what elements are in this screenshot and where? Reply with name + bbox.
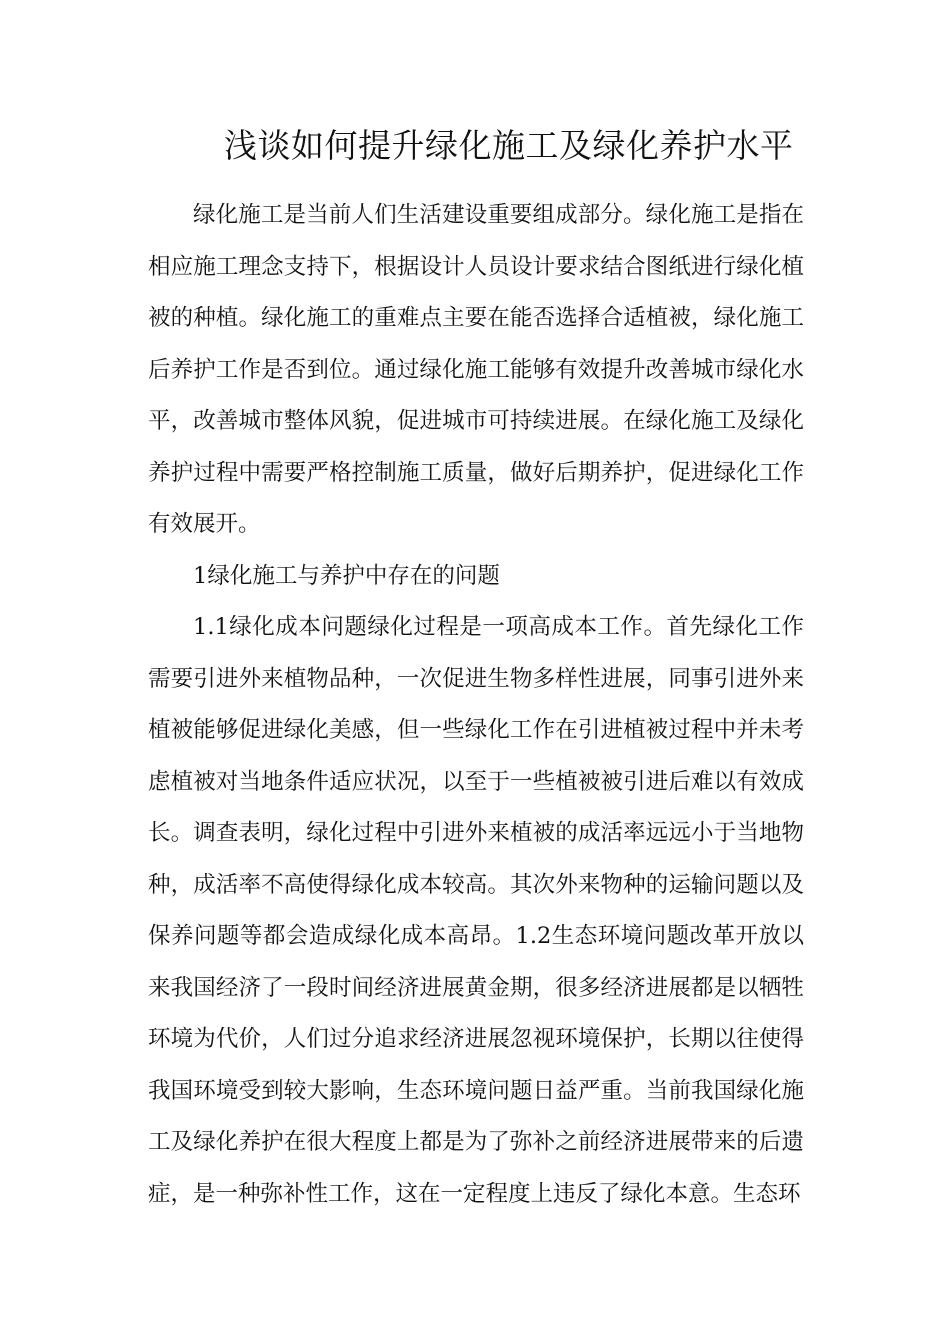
section-heading-1: 1绿化施工与养护中存在的问题 (193, 562, 500, 589)
paragraph-section-1-1: 1.1绿化成本问题绿化过程是一项高成本工作。首先绿化工作需要引进外来植物品种，一次促进生物多样性进展，同事引进外来植被能够促进绿化美感，但一些绿化工作在引进植被过程中并未考虑植被对当地条件适应状况，以至于一些植被被引进后难以有效成长。调查表明，绿化过程中引进外来植被的成活率远远小于当地物种，成活率不高使得绿化成本较高。其次外来物种的运输问题以及保养问题等都会造成绿化成本高昂。1.2生态环境问题改革开放以来我国经济了一段时间经济进展黄金期，很多经济进展都是以牺牲环境为代价，人们过分追求经济进展忽视环境保护，长期以往使得我国环境受到较大影响，生态环境问题日益严重。当前我国绿化施工及绿化养护在很大程度上都是为了弥补之前经济进展带来的后遗症，是一种弥补性工作，这在一定程度上违反了绿化本意。生态环 (148, 614, 804, 1207)
paragraph-intro: 绿化施工是当前人们生活建设重要组成部分。绿化施工是指在相应施工理念支持下，根据设计人员设计要求结合图纸进行绿化植被的种植。绿化施工的重难点主要在能否选择合适植被，绿化施工后养护工作是否到位。通过绿化施工能够有效提升改善城市绿化水平，改善城市整体风貌，促进城市可持续进展。在绿化施工及绿化养护过程中需要严格控制施工质量，做好后期养护，促进绿化工作有效展开。 (148, 202, 804, 537)
document-title: 浅谈如何提升绿化施工及绿化养护水平 (224, 126, 794, 165)
document-body (148, 190, 804, 1220)
